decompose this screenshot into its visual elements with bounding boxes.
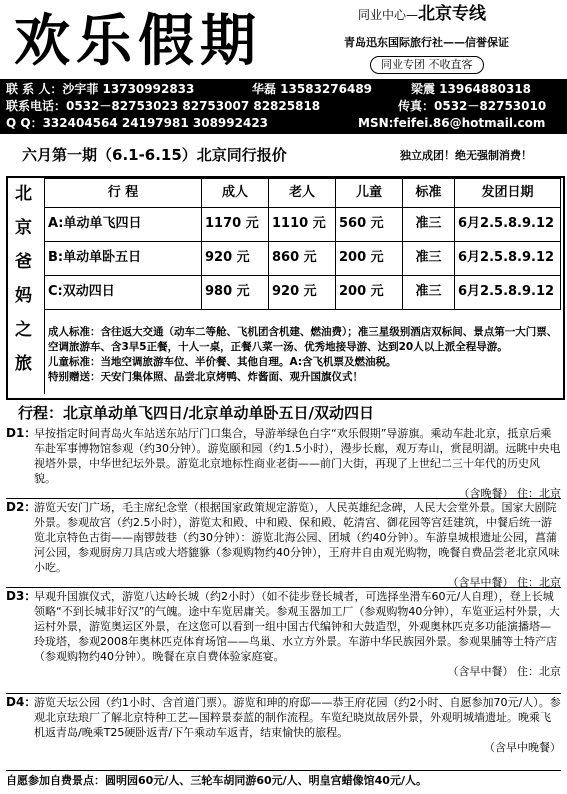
route-name: B:单动单卧五日 — [45, 242, 202, 276]
contact-fax: 传真：0532－82753010 — [398, 99, 547, 113]
senior-price-value: 860 — [272, 250, 300, 266]
period-title — [0, 140, 567, 172]
price-row — [45, 242, 561, 276]
agency-full-name: 青岛迅东国际旅行社——信誉保证 — [344, 36, 509, 49]
day-description: 游览天安门广场，毛主席纪念堂（根据国家政策规定游览），人民英雄纪念碑，人民大会堂外景。国家大剧院外景。参观故宫（约2.5小时），游览太和殿、中和殿、保和殿、乾清宫、御花园等宫廷建筑，中餐后统一游览北京特色古街——南锣鼓巷（约30分钟）：游览北海公园、团城（约40分钟）。车游皇城根遗址公园，菖蒲河公园，参观厨房刀具店或大塔貔貅（参观购物约40分钟），王府井自由观光购物，晚餐自费品尝老北京风味小吃。 — [34, 501, 560, 574]
day-description: 早按指定时间青岛火车站送东站厅门口集合，导游举绿色白字“欢乐假期”导游旗。乘动车赴北京，抵京后乘车赴军事博物馆参观（约30分钟）。游览颐和园（约1.5小时），漫步长廊，观万寿山，赏昆明湖。远眺中央电视塔外景，中华世纪坛外景。游览北京地标性商业老街——前门大街，再现了上世纪二三十年代的历史风貌。 — [34, 427, 561, 485]
side-char: 旅 — [15, 354, 32, 374]
adult-standard-note: 成人标准：含往返大交通（动车二等舱、飞机团含机建、燃油费）；准三星级别酒店双标间、景点第一大门票、空调旅游车、含3早5正餐，十人一桌，正餐八菜一汤、优秀地接导游、达到20人以上派全程导游。 — [48, 326, 558, 353]
adult-price-value: 920 — [205, 250, 233, 266]
child-price — [336, 208, 403, 242]
side-char: 爸 — [15, 252, 32, 272]
child-price — [336, 242, 403, 276]
agency-prefix: 同业中心— — [358, 8, 419, 22]
price-unit: 元 — [303, 284, 317, 300]
senior-price — [269, 208, 336, 242]
departure-dates: 6月2.5.8.9.12 — [455, 208, 561, 242]
col-header-child: 儿童 — [336, 179, 403, 208]
col-header-route: 行 程 — [45, 179, 202, 208]
col-header-standard: 标准 — [403, 179, 455, 208]
day-label: D4： — [6, 695, 37, 709]
side-char: 妈 — [15, 286, 32, 306]
departure-dates: 6月2.5.8.9.12 — [455, 276, 561, 310]
senior-price-value: 920 — [272, 284, 300, 300]
price-unit: 元 — [370, 216, 384, 232]
adult-price — [202, 276, 269, 310]
contact-bar — [0, 79, 567, 134]
period-title-sub: 独立成团！绝无强制消费！ — [400, 149, 532, 162]
header — [0, 0, 567, 78]
contact-msn: MSN:feifei.86@hotmail.com — [358, 116, 546, 130]
child-price — [336, 276, 403, 310]
adult-price-value: 1170 — [205, 216, 242, 232]
day-label: D1： — [6, 426, 37, 440]
side-char: 北 — [15, 184, 32, 204]
price-row — [45, 208, 561, 242]
divider — [6, 587, 561, 588]
col-header-dates: 发团日期 — [455, 179, 561, 208]
child-price-value: 200 — [339, 284, 367, 300]
brand-title: 欢乐假期 — [14, 8, 262, 74]
route-name: C:双动四日 — [45, 276, 202, 310]
col-header-adult: 成人 — [202, 179, 269, 208]
day-text — [34, 695, 561, 755]
price-unit: 元 — [236, 284, 250, 300]
day-description: 早观升国旗仪式，游览八达岭长城（约2小时）（如不徒步登长城者，可选择坐滑车60元/人自理），登上长城领略“不到长城非好汉”的气魄。途中车览居庸关。参观玉器加工厂（参观购物40分钟），车览亚运村外景，大运村外景，游览奥运区外景，在这您可以看到一组中国古代编钟和大鼓造型，外观奥林匹克多功能演播塔—玲珑塔，参观2008年奥林匹克体育场馆——鸟巢、水立方外景。车游中华民族园外景。参观果脯等土特产店（参观购物约40分钟）。晚餐在京自费体验家庭宴。 — [34, 590, 560, 663]
divider — [6, 693, 561, 694]
senior-price — [269, 276, 336, 310]
adult-price — [202, 242, 269, 276]
adult-price-value: 980 — [205, 284, 233, 300]
side-label — [8, 178, 45, 394]
agency-slogan: 同业专团 不收直客 — [370, 56, 484, 74]
contact-person-3: 梁震 13964880318 — [411, 82, 532, 96]
day-description: 游览天坛公园（约1小时、含首道门票）。游览和珅的府邸——恭王府花园（约2小时、自愿参加70元/人）。参观北京珐琅厂了解北京特种工艺—国粹景泰蓝的制作流程。车览纪晓岚故居外景，外观明城墙遗址。晚乘飞机返青岛/晚乘T25硬卧返青/下午乘动车返青，结束愉快的旅程。 — [34, 696, 561, 739]
hotel-standard: 准三 — [403, 242, 455, 276]
col-header-senior: 老人 — [269, 179, 336, 208]
day-meal-lodging: （含晚餐） 住：北京 — [458, 487, 561, 500]
day-meal-lodging: （含早中餐） 住：北京 — [447, 665, 561, 678]
price-row — [45, 276, 561, 310]
contact-phones: 联系电话：0532－82753023 82753007 82825818 — [6, 99, 321, 113]
contact-person-1: 联 系 人：沙宇菲 13730992833 — [6, 82, 195, 96]
price-unit: 元 — [370, 284, 384, 300]
divider — [6, 498, 561, 499]
price-notes — [48, 325, 560, 385]
hotel-standard: 准三 — [403, 208, 455, 242]
side-char: 京 — [15, 218, 32, 238]
contact-person-2: 华磊 13583276489 — [252, 82, 373, 96]
price-unit: 元 — [236, 250, 250, 266]
day-label: D3： — [6, 589, 37, 603]
hotel-standard: 准三 — [403, 276, 455, 310]
price-unit: 元 — [370, 250, 384, 266]
price-unit: 元 — [312, 216, 326, 232]
price-unit: 元 — [303, 250, 317, 266]
day-label: D2： — [6, 500, 37, 514]
price-box — [6, 176, 565, 400]
special-gift-note: 特别赠送：天安门集体照、品尝北京烤鸭、炸酱面、观升国旗仪式！ — [48, 371, 363, 383]
divider — [6, 770, 561, 771]
agency-line — [358, 4, 486, 25]
agency-name: 北京专线 — [418, 4, 487, 24]
route-name: A:单动单飞四日 — [45, 208, 202, 242]
contact-qq: Q Q：332404564 24197981 308992423 — [6, 116, 269, 130]
child-standard-note: 儿童标准：当地空调旅游车位、半价餐、其他自理。A:含飞机票及燃油税。 — [48, 356, 397, 368]
side-char: 之 — [15, 320, 32, 340]
child-price-value: 200 — [339, 250, 367, 266]
day-meal-lodging: （含早中餐） 住：北京 — [447, 576, 561, 589]
departure-dates: 6月2.5.8.9.12 — [455, 242, 561, 276]
day-text — [34, 426, 561, 501]
price-header-row — [45, 179, 561, 208]
adult-price — [202, 208, 269, 242]
day-meal-lodging: （含早中晚餐） — [484, 741, 561, 754]
itinerary-title: 行程：北京单动单飞四日/北京单动单卧五日/双动四日 — [18, 404, 374, 422]
optional-attractions: 自愿参加自费景点：圆明园60元/人、三轮车胡同游60元/人、明皇宫蜡像馆40元/人。 — [6, 774, 427, 787]
senior-price-value: 1110 — [272, 216, 309, 232]
day-text — [34, 500, 561, 590]
price-unit: 元 — [245, 216, 259, 232]
senior-price — [269, 242, 336, 276]
child-price-value: 560 — [339, 216, 367, 232]
day-text — [34, 589, 561, 679]
price-table — [44, 178, 561, 310]
period-title-main: 六月第一期（6.1-6.15）北京同行报价 — [22, 146, 287, 164]
